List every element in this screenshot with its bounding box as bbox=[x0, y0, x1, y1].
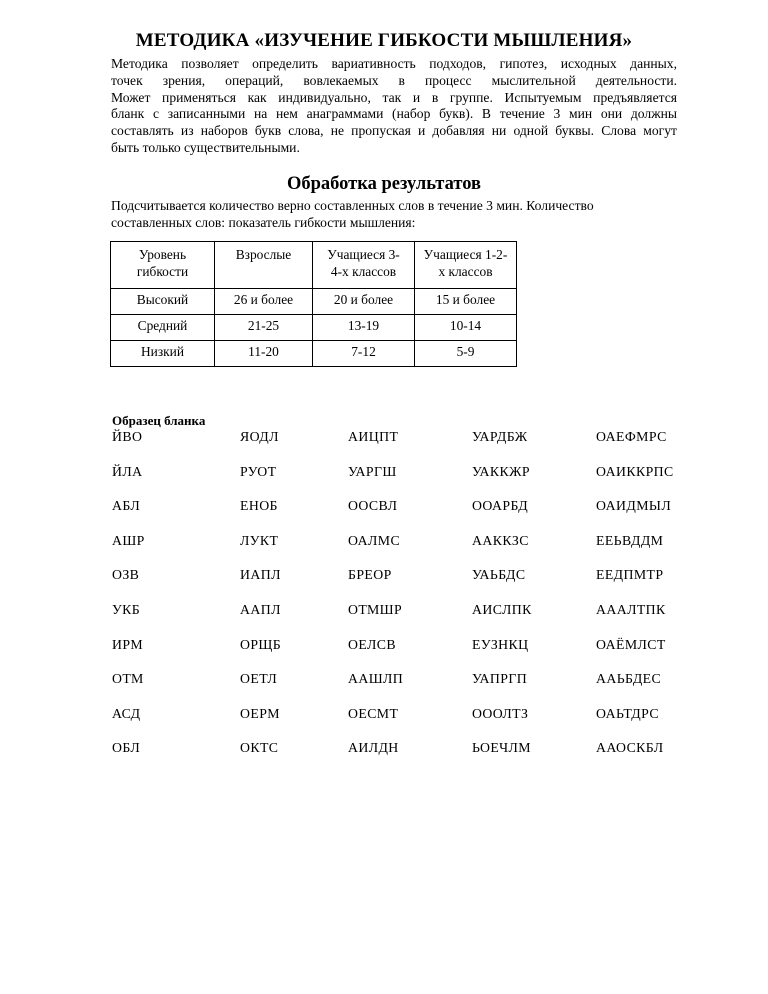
anagram-cell: УАПРГП bbox=[472, 671, 528, 687]
intro-line: точек зрения, операций, вовлекаемых в процесс мыслительной деятельности. bbox=[111, 72, 677, 88]
anagram-cell: УАЬБДС bbox=[472, 567, 526, 583]
anagram-cell: ААККЗС bbox=[472, 532, 529, 548]
anagram-cell: ЕЕДПМТР bbox=[596, 567, 664, 583]
sample-title: Образец бланка bbox=[112, 413, 206, 428]
anagram-cell: ОООЛТЗ bbox=[472, 705, 529, 721]
table-header-cell: Учащиеся 1-2- х классов bbox=[415, 242, 517, 289]
anagram-cell: ААОСКБЛ bbox=[596, 740, 664, 756]
anagram-cell: РУОТ bbox=[240, 463, 277, 479]
table-row bbox=[111, 341, 517, 367]
anagram-cell: ОЕЛСВ bbox=[348, 636, 396, 652]
anagram-cell: ОАЁМЛСТ bbox=[596, 636, 666, 652]
anagram-cell: ОЕРМ bbox=[240, 705, 280, 721]
table-cell: Низкий bbox=[111, 341, 215, 367]
table-cell: 10-14 bbox=[415, 315, 517, 341]
anagram-cell: УАРГШ bbox=[348, 463, 397, 479]
levels-table bbox=[110, 241, 517, 367]
intro-line: Методика позволяет определить вариативность подходов, гипотез, исходных данных, bbox=[111, 56, 677, 71]
intro-line: быть только существительными. bbox=[111, 139, 300, 155]
anagram-cell: ЕУЗНКЦ bbox=[472, 636, 529, 652]
anagram-cell: ОРЩБ bbox=[240, 636, 282, 652]
anagram-cell: ОАЕФМРС bbox=[596, 429, 667, 444]
anagram-cell: ОАИДМЫЛ bbox=[596, 498, 672, 514]
table-cell: 21-25 bbox=[215, 315, 313, 341]
anagram-cell: АИЛДН bbox=[348, 740, 399, 756]
anagram-cell: ОАИККРПС bbox=[596, 463, 674, 479]
anagram-cell: УАККЖР bbox=[472, 463, 530, 479]
table-cell: 26 и более bbox=[215, 289, 313, 315]
anagram-cell: ОАЬТДРС bbox=[596, 705, 659, 721]
anagram-cell: УАРДБЖ bbox=[472, 429, 528, 444]
anagram-cell: ОЕСМТ bbox=[348, 705, 399, 721]
anagram-cell: ОБЛ bbox=[112, 740, 141, 756]
table-header-cell: Учащиеся 3- 4-х классов bbox=[313, 242, 415, 289]
anagram-cell: ИРМ bbox=[112, 636, 144, 652]
results-line: составленных слов: показатель гибкости мышления: bbox=[111, 214, 416, 230]
anagram-cell: ОТМШР bbox=[348, 601, 403, 617]
anagram-cell: АИЦПТ bbox=[348, 429, 399, 444]
anagram-cell: ОАЛМС bbox=[348, 532, 401, 548]
anagram-cell: ААПЛ bbox=[240, 601, 281, 617]
table-cell: Средний bbox=[111, 315, 215, 341]
anagram-cell: ООАРБД bbox=[472, 498, 529, 514]
anagram-cell: ЙВО bbox=[112, 429, 143, 444]
table-cell: Высокий bbox=[111, 289, 215, 315]
table-header-cell: Уровень гибкости bbox=[111, 242, 215, 289]
anagram-cell: АААЛТПК bbox=[596, 601, 666, 617]
table-row bbox=[111, 315, 517, 341]
anagram-cell: ЛУКТ bbox=[240, 532, 279, 548]
table-cell: 11-20 bbox=[215, 341, 313, 367]
anagram-cell: ООСВЛ bbox=[348, 498, 398, 514]
anagram-cell: АИСЛПК bbox=[472, 601, 532, 617]
table-cell: 13-19 bbox=[313, 315, 415, 341]
anagram-cell: ЙЛА bbox=[112, 463, 143, 479]
table-cell: 20 и более bbox=[313, 289, 415, 315]
anagram-cell: ААШЛП bbox=[348, 671, 404, 687]
page-title: МЕТОДИКА «ИЗУЧЕНИЕ ГИБКОСТИ МЫШЛЕНИЯ» bbox=[135, 30, 633, 51]
table-cell: 7-12 bbox=[313, 341, 415, 367]
results-title: Обработка результатов bbox=[286, 174, 482, 194]
anagram-cell: АШР bbox=[112, 532, 145, 548]
anagram-cell: ЕЕЬВДДМ bbox=[596, 532, 664, 548]
table-cell: 15 и более bbox=[415, 289, 517, 315]
results-paragraph bbox=[111, 198, 671, 232]
anagram-cell: ОЗВ bbox=[112, 567, 140, 583]
intro-paragraph bbox=[111, 56, 677, 157]
anagram-cell: БРЕОР bbox=[348, 567, 392, 583]
intro-line: Может применяться как индивидуально, так и в группе. Испытуемым предъявляется bbox=[111, 89, 677, 105]
table-row bbox=[111, 289, 517, 315]
anagram-cell: АСД bbox=[112, 705, 141, 721]
anagram-cell: ОТМ bbox=[112, 671, 144, 687]
table-header-row bbox=[111, 242, 517, 289]
anagram-cell: ЕНОБ bbox=[240, 498, 278, 514]
intro-line: составлять из наборов букв слова, не пропуская и добавляя ни одной буквы. Слова могут bbox=[111, 123, 677, 139]
anagram-cell: УКБ bbox=[112, 601, 141, 617]
anagram-cell: АБЛ bbox=[112, 498, 141, 514]
table-header-cell: Взрослые bbox=[215, 242, 313, 289]
anagram-cell: ЯОДЛ bbox=[240, 429, 279, 444]
anagram-cell: ЬОЕЧЛМ bbox=[472, 740, 531, 756]
intro-line: бланк с записанными на нем анаграммами (набор букв). В течение 3 мин они должны bbox=[111, 106, 677, 122]
table-cell: 5-9 bbox=[415, 341, 517, 367]
results-line: Подсчитывается количество верно составленных слов в течение 3 мин. Количество bbox=[111, 198, 594, 213]
anagram-cell: ОКТС bbox=[240, 740, 279, 756]
anagram-cell: ААЬБДЕС bbox=[596, 671, 662, 687]
anagram-cell: ОЕТЛ bbox=[240, 671, 278, 687]
anagram-cell: ИАПЛ bbox=[240, 567, 281, 583]
